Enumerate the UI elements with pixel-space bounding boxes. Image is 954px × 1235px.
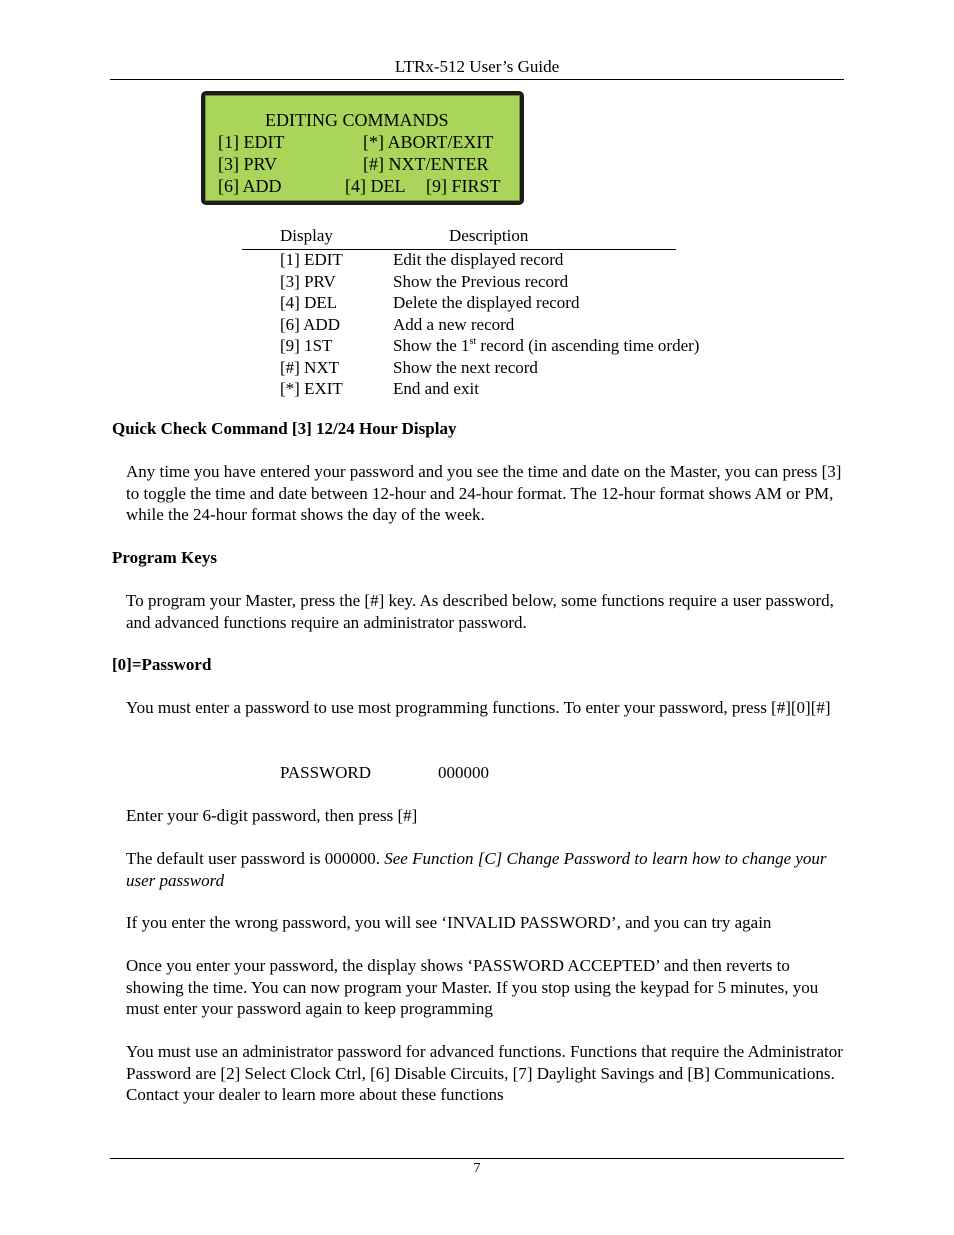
paragraph-program-keys: To program your Master, press the [#] key. As described below, some functions require a user password, and advanced functions require an administrator password.	[126, 591, 834, 632]
table-row-display: [3] PRV	[280, 272, 336, 291]
footer-rule	[110, 1158, 844, 1159]
lcd-line-1-left: [1] EDIT	[218, 132, 285, 152]
lcd-line-3-mid: [4] DEL	[345, 176, 406, 196]
table-row-description	[393, 335, 699, 357]
table-header-description: Description	[449, 226, 529, 245]
section-heading-quick-check: Quick Check Command [3] 12/24 Hour Display	[112, 419, 457, 438]
table-header-display: Display	[280, 226, 333, 245]
page-header-title: LTRx-512 User’s Guide	[394, 57, 560, 76]
table-row-description: Delete the displayed record	[393, 293, 580, 312]
change-password-reference: See Function [C] Change Password to learn how to change your user password	[126, 849, 827, 890]
section-heading-password: [0]=Password	[112, 655, 212, 674]
table-row-description: End and exit	[393, 379, 479, 398]
paragraph-wrong-password: If you enter the wrong password, you will see ‘INVALID PASSWORD’, and you can try again	[126, 913, 772, 932]
table-row-description: Show the next record	[393, 358, 538, 377]
lcd-line-3-left: [6] ADD	[218, 176, 282, 196]
table-row-description: Show the Previous record	[393, 272, 569, 291]
paragraph-quick-check: Any time you have entered your password and you see the time and date on the Master, you can press [3] to toggle the time and date between 12-hour and 24-hour format. The 12-hour format shows AM or PM, while the 24-hour format shows the day of the week.	[126, 462, 842, 525]
header-rule	[110, 79, 844, 80]
lcd-line-2-left: [3] PRV	[218, 154, 278, 174]
ordinal-superscript: st	[469, 336, 477, 347]
paragraph-default-password	[126, 848, 846, 891]
table-row-display: [#] NXT	[280, 358, 340, 377]
lcd-line-2-right: [#] NXT/ENTER	[363, 154, 489, 174]
lcd-line-1-right: [*] ABORT/EXIT	[363, 132, 494, 152]
paragraph-administrator-password: You must use an administrator password for advanced functions. Functions that require the Administrator Password are [2] Select Clock Ctrl, [6] Disable Circuits, [7] Daylight Savings and [B] Communications. Contact your dealer to learn more about these functions	[126, 1042, 843, 1105]
table-row-display: [1] EDIT	[280, 250, 343, 269]
table-row-display: [9] 1ST	[280, 336, 333, 355]
table-row-display: [*] EXIT	[280, 379, 343, 398]
paragraph-enter-password: Enter your 6-digit password, then press [#]	[126, 806, 418, 825]
lcd-display	[201, 91, 524, 205]
paragraph-password-intro: You must enter a password to use most programming functions. To enter your password, press [#][0][#]	[126, 698, 831, 717]
password-display-label: PASSWORD	[280, 763, 372, 782]
password-display-value: 000000	[438, 763, 489, 782]
table-row-description: Add a new record	[393, 315, 515, 334]
page-number: 7	[473, 1161, 481, 1176]
paragraph-password-accepted: Once you enter your password, the display shows ‘PASSWORD ACCEPTED’ and then reverts to showing the time. You can now program your Master. If you stop using the keypad for 5 minutes, you must enter your password again to keep programming	[126, 956, 819, 1019]
description-text-pre: Show the 1	[393, 336, 470, 355]
table-row-display: [4] DEL	[280, 293, 338, 312]
lcd-title: EDITING COMMANDS	[265, 110, 449, 130]
lcd-line-3-right: [9] FIRST	[426, 176, 501, 196]
table-row-display: [6] ADD	[280, 315, 340, 334]
section-heading-program-keys: Program Keys	[112, 548, 217, 567]
table-row-description: Edit the displayed record	[393, 250, 564, 269]
default-password-text: The default user password is 000000.	[126, 849, 385, 868]
description-text-post: record (in ascending time order)	[476, 336, 700, 355]
